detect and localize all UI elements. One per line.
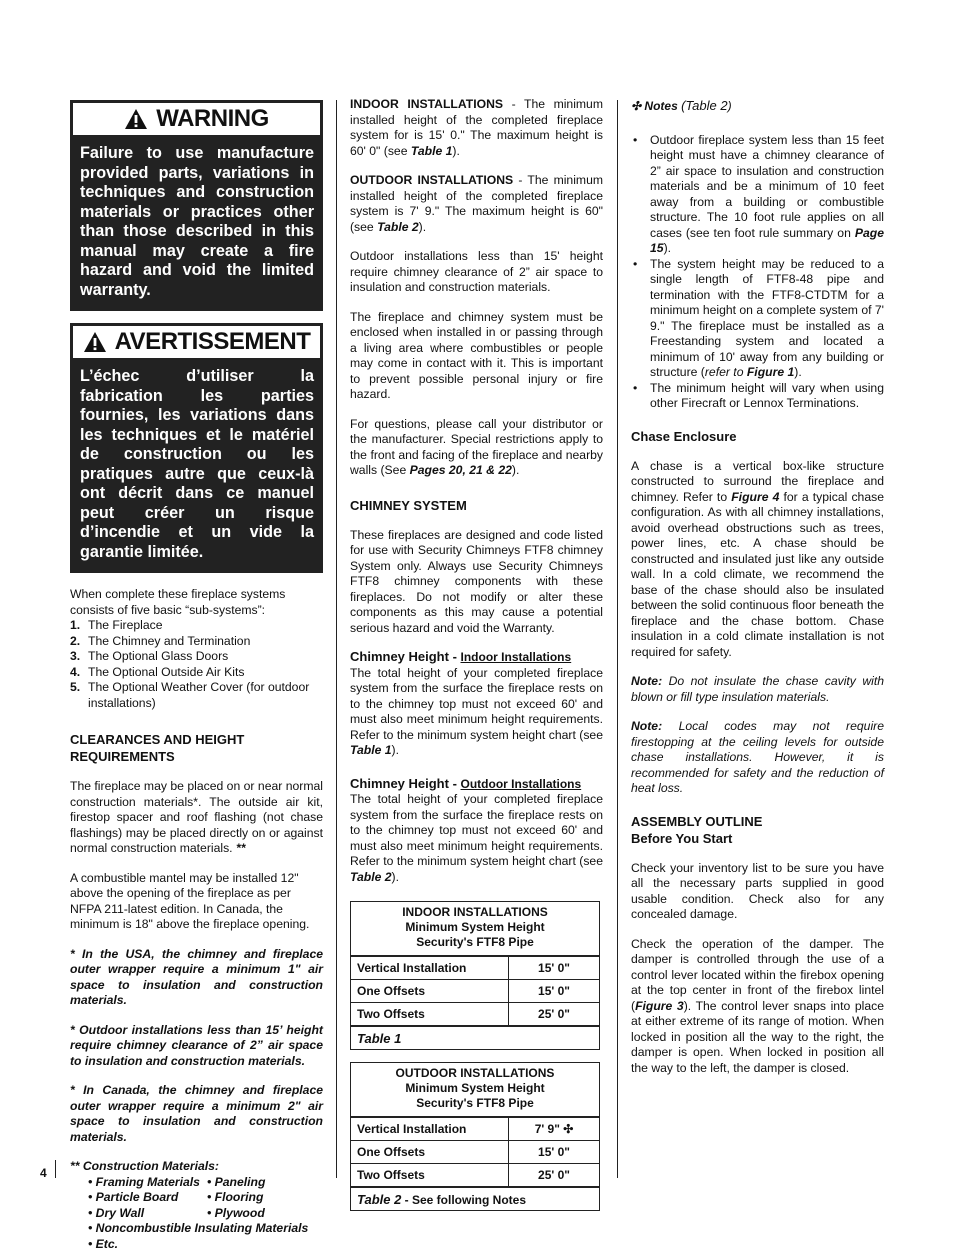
table-row: One Offsets 15' 0"	[351, 1141, 600, 1164]
subsystems-list	[70, 618, 323, 711]
chimney-system-heading: CHIMNEY SYSTEM	[350, 497, 603, 514]
list-item: • Noncombustible Insulating Materials	[70, 1221, 323, 1237]
outdoor-clearance-paragraph: Outdoor installations less than 15' height require chimney clearance of 2” air space to insulation and construction materials.	[350, 249, 603, 296]
table-header: OUTDOOR INSTALLATIONS Minimum System Height Security's FTF8 Pipe	[351, 1063, 600, 1118]
column-rule-left	[336, 100, 337, 1178]
table-header: INDOOR INSTALLATIONS Minimum System Height Security's FTF8 Pipe	[351, 902, 600, 957]
clearances-paragraph: The fireplace may be placed on or near normal construction materials*. The outside air kit, firestop spacer and roof flashing (not chase flashings) may be placed directly on or against normal construction materials. **	[70, 779, 323, 857]
list-item: • Outdoor fireplace system less than 15 feet height must have a chimney clearance of 2” air space to insulation and construction materials and be a minimum of 10 feet away from a building or combustible structure. The 10 foot rule applies on all cases (see ten foot rule summary on Page 15).	[631, 133, 884, 257]
table-caption: Table 1	[351, 1026, 600, 1050]
materials-title: ** Construction Materials:	[70, 1159, 323, 1175]
enclosure-paragraph: The fireplace and chimney system must be enclosed when installed in or passing through a living area where combustibles or people may come in contact with it. This is important to prevent possible personal injury or fire hazard.	[350, 310, 603, 403]
list-item: • Framing Materials • Paneling	[70, 1175, 323, 1191]
column-rule-right	[617, 100, 618, 1178]
notes-title: ✣ Notes (Table 2)	[631, 98, 884, 115]
column-middle	[350, 97, 603, 1211]
avertissement-header	[72, 325, 321, 359]
table-caption: Table 2 - See following Notes	[351, 1187, 600, 1211]
list-item: • Etc.	[70, 1237, 323, 1252]
list-item: 3. The Optional Glass Doors	[70, 649, 323, 665]
warning-title: WARNING	[156, 105, 269, 133]
chase-note-insulation: Note: Do not insulate the chase cavity with blown or fill type insulation materials.	[631, 674, 884, 705]
table-row: Vertical Installation 7' 9" ✣	[351, 1117, 600, 1141]
chase-note-firestopping: Note: Local codes may not require firestopping at the ceiling levels for outside chase installations. However, it is recommended for safety and the reduction of heat loss.	[631, 719, 884, 797]
chimney-height-indoor-paragraph: Chimney Height - Indoor Installations The total height of your completed fireplace system from the surface the fireplace rests on to the chimney top must not exceed 60' and must also meet minimum height requirements. Refer to the minimum system height chart (see Table 1).	[350, 648, 603, 759]
chase-enclosure-heading: Chase Enclosure	[631, 428, 884, 445]
clearances-heading: CLEARANCES AND HEIGHT REQUIREMENTS	[70, 731, 323, 765]
outdoor-clearance-note: * Outdoor installations less than 15’ height require chimney clearance of 2” air space to insulation and construction materials.	[70, 1023, 323, 1070]
table-row: Two Offsets 25' 0"	[351, 1164, 600, 1188]
list-item: • The minimum height will vary when using other Firecraft or Lennox Terminations.	[631, 381, 884, 412]
construction-materials	[70, 1159, 323, 1252]
table-row: Two Offsets 25' 0"	[351, 1003, 600, 1027]
canada-clearance-note: * In Canada, the chimney and fireplace outer wrapper require a minimum 2" air space to insulation and construction materials.	[70, 1083, 323, 1145]
questions-paragraph: For questions, please call your distributor or the manufacturer. Special restrictions apply to the front and facing of the fireplace and nearby walls (See Pages 20, 21 & 22).	[350, 417, 603, 479]
page-number: 4	[40, 1166, 47, 1180]
warning-header	[72, 102, 321, 136]
list-item: • Dry Wall • Plywood	[70, 1206, 323, 1222]
warning-box	[70, 100, 323, 311]
list-item: 4. The Optional Outside Air Kits	[70, 665, 323, 681]
assembly-outline-heading: ASSEMBLY OUTLINE	[631, 813, 884, 830]
column-left	[70, 100, 323, 1252]
list-item: 2. The Chimney and Termination	[70, 634, 323, 650]
warning-triangle-icon	[83, 331, 107, 353]
outdoor-installations-paragraph: OUTDOOR INSTALLATIONS - The minimum installed height of the completed fireplace system is 7' 9." The maximum height is 60" (see Table 2).	[350, 173, 603, 235]
table-row: One Offsets 15' 0"	[351, 980, 600, 1003]
inventory-paragraph: Check your inventory list to be sure you have all the necessary parts supplied in good usable condition. Check also for any concealed damage.	[631, 861, 884, 923]
avertissement-box	[70, 323, 323, 573]
diamond-asterisk-icon: ✣	[631, 99, 641, 113]
table-row: Vertical Installation 15' 0"	[351, 956, 600, 980]
table-outdoor-height	[350, 1062, 600, 1211]
chase-enclosure-paragraph: A chase is a vertical box-like structure constructed to surround the fireplace and chimney. Refer to Figure 4 for a typical chase configuration. As with all chimney installations, avoid overhead obstructions such as trees, power lines, etc. A chase should be constructed and insulated just like any outside wall. In a cold climate, we recommend the base of the chase should also be insulated between the solid continuous floor beneath the fireplace and the chase bottom. Chase insulation in a cold climate installation is not required for safety.	[631, 459, 884, 661]
avertissement-text: L’échec d’utiliser la fabrication les parties fournies, les variations dans les techniques et le matériel de construction ou les pratiques autre que ceux-là ont décrit dans ce manuel peut créer un risque d’incendie et un vide la garantie limitée.	[72, 359, 321, 571]
chimney-height-outdoor-paragraph: Chimney Height - Outdoor Installations The total height of your completed fireplace system from the surface the fireplace rests on to the chimney top must not exceed 60' and must also meet minimum height requirements. Refer to the minimum system height chart (see Table 2).	[350, 775, 603, 886]
list-item: 1. The Fireplace	[70, 618, 323, 634]
usa-clearance-note: * In the USA, the chimney and fireplace outer wrapper require a minimum 1" air space to insulation and construction materials.	[70, 947, 323, 1009]
list-item: • Particle Board • Flooring	[70, 1190, 323, 1206]
mantel-paragraph: A combustible mantel may be installed 12" above the opening of the fireplace as per NFPA 211-latest edition. In Canada, the minimum is 18" above the fireplace opening.	[70, 871, 323, 933]
before-you-start-heading: Before You Start	[631, 830, 884, 847]
indoor-installations-paragraph: INDOOR INSTALLATIONS - The minimum installed height of the completed fireplace system for is 15' 0." The maximum height is 60' 0" (see Table 1).	[350, 97, 603, 159]
notes-list	[631, 133, 884, 412]
avertissement-title: AVERTISSEMENT	[115, 328, 311, 356]
table-indoor-height	[350, 901, 600, 1050]
column-right	[631, 98, 884, 1076]
list-item: • The system height may be reduced to a single length of FTF8-48 pipe and termination with the FTF8-CTDTM for a minimum height on a complete system of 7' 9." The fireplace must be installed as a Freestanding system and located a minimum of 10' away from any building or structure (refer to Figure 1).	[631, 257, 884, 381]
damper-paragraph: Check the operation of the damper. The damper is controlled through the use of a control lever located within the firebox opening at the top center in front of the firebox lintel (Figure 3). The control lever snaps into place at either extreme of its range of motion. When locked in position all the way to the right, the damper is open. When locked in position all the way to the left, the damper is closed.	[631, 937, 884, 1077]
warning-triangle-icon	[124, 108, 148, 130]
chimney-system-paragraph: These fireplaces are designed and code listed for use with Security Chimneys FTF8 chimney System only. Always use Security Chimneys FTF8 chimney components with these fireplaces. Do not modify or alter these components as this may cause a potential serious hazard and void the Warranty.	[350, 528, 603, 637]
list-item: 5. The Optional Weather Cover (for outdoor installations)	[70, 680, 323, 711]
page-number-rule	[55, 1160, 56, 1178]
warning-text: Failure to use manufacture provided parts, variations in techniques and construction materials or practices other than those described in this manual may create a fire hazard and void the limited warranty.	[72, 136, 321, 309]
subsystems-intro: When complete these fireplace systems consists of five basic “sub-systems”:	[70, 587, 323, 618]
